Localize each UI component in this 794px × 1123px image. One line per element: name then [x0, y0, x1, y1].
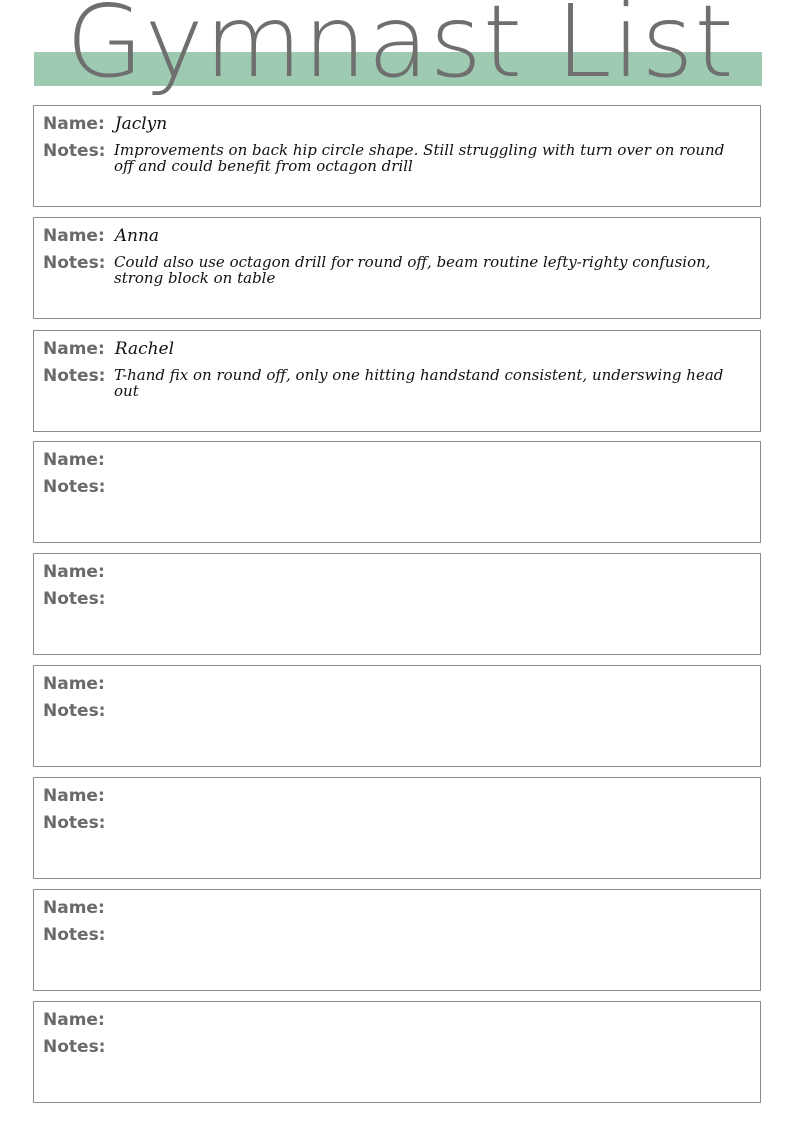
name-label: Name:: [43, 450, 105, 470]
notes-label: Notes:: [43, 589, 106, 609]
notes-value[interactable]: T-hand fix on round off, only one hitting handstand consistent, underswing head out: [114, 366, 724, 400]
page-title: Gymnast List: [66, 0, 735, 100]
notes-label: Notes:: [43, 925, 106, 945]
gymnast-card-9: [33, 1001, 761, 1103]
notes-label: Notes:: [43, 366, 106, 386]
name-label: Name:: [43, 674, 105, 694]
gymnast-card-1: [33, 105, 761, 207]
notes-row: [43, 477, 105, 497]
gymnast-card-4: [33, 441, 761, 543]
notes-row: [43, 1037, 105, 1057]
name-row: [43, 339, 174, 359]
name-value[interactable]: Jaclyn: [114, 114, 168, 134]
notes-row: [43, 925, 105, 945]
notes-row: [43, 141, 105, 161]
notes-label: Notes:: [43, 813, 106, 833]
gymnast-card-2: [33, 217, 761, 319]
name-label: Name:: [43, 226, 105, 246]
name-value[interactable]: Rachel: [114, 339, 175, 359]
name-label: Name:: [43, 1010, 105, 1030]
name-row: [43, 226, 159, 246]
notes-value[interactable]: Could also use octagon drill for round off, beam routine lefty-righty confusion, strong block on table: [114, 253, 711, 287]
name-row: [43, 562, 115, 582]
gymnast-card-8: [33, 889, 761, 991]
name-row: [43, 786, 115, 806]
notes-row: [43, 366, 105, 386]
gymnast-card-3: [33, 330, 761, 432]
name-row: [43, 898, 115, 918]
name-label: Name:: [43, 114, 105, 134]
name-label: Name:: [43, 339, 105, 359]
name-value[interactable]: Anna: [114, 226, 160, 246]
name-row: [43, 450, 115, 470]
notes-row: [43, 253, 105, 273]
name-label: Name:: [43, 786, 105, 806]
notes-label: Notes:: [43, 141, 106, 161]
notes-row: [43, 813, 105, 833]
name-row: [43, 674, 115, 694]
notes-row: [43, 589, 105, 609]
name-label: Name:: [43, 562, 105, 582]
notes-label: Notes:: [43, 477, 106, 497]
notes-row: [43, 701, 105, 721]
notes-label: Notes:: [43, 1037, 106, 1057]
notes-value[interactable]: Improvements on back hip circle shape. Still struggling with turn over on round off and could benefit from octagon drill: [114, 141, 725, 175]
name-label: Name:: [43, 898, 105, 918]
gymnast-card-5: [33, 553, 761, 655]
gymnast-card-7: [33, 777, 761, 879]
name-row: [43, 1010, 115, 1030]
notes-label: Notes:: [43, 701, 106, 721]
gymnast-card-6: [33, 665, 761, 767]
notes-label: Notes:: [43, 253, 106, 273]
name-row: [43, 114, 167, 134]
